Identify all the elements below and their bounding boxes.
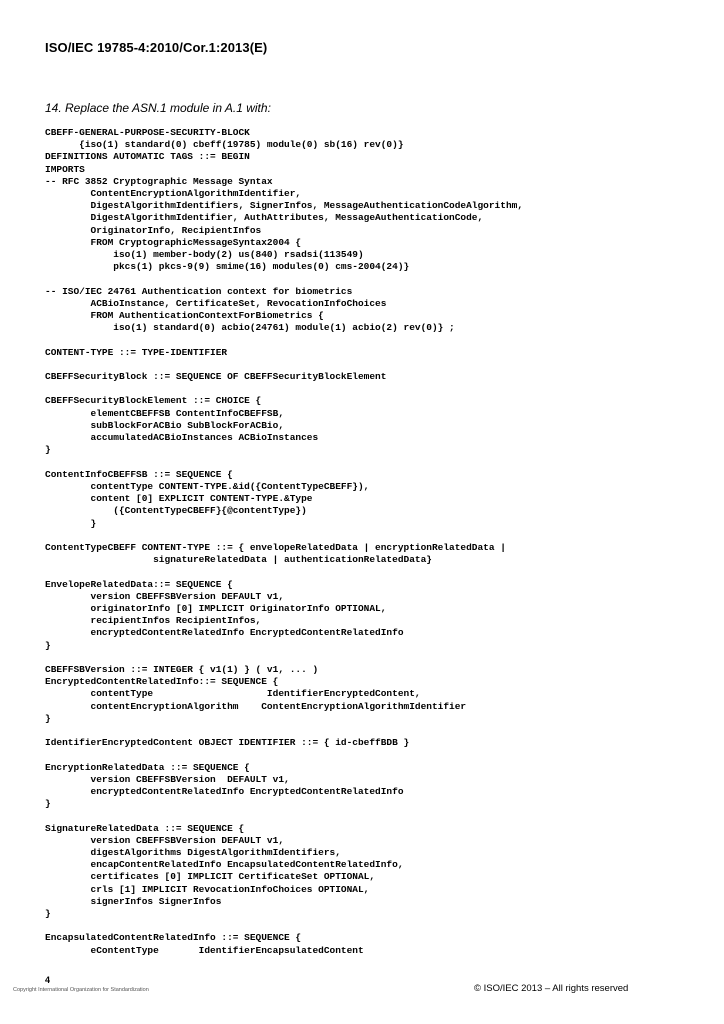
amendment-instruction: 14. Replace the ASN.1 module in A.1 with: [45,101,271,115]
copyright-notice-left: Copyright International Organization for Standardization [13,987,149,993]
document-header-title: ISO/IEC 19785-4:2010/Cor.1:2013(E) [45,40,268,55]
asn1-module-code: CBEFF-GENERAL-PURPOSE-SECURITY-BLOCK {iso(1) standard(0) cbeff(19785) module(0) sb(16) rev(0)} DEFINITIONS AUTOMATIC TAGS ::= BEGIN IMPORTS -- RFC 3852 Cryptographic Message Syntax ContentEncryptionAlgorithmIdentifier, DigestAlgorithmIdentifiers, SignerInfos, MessageAuthenticationCodeAlgorithm, DigestAlgorithmIdentifier, AuthAttributes, MessageAuthenticationCode, OriginatorInfo, RecipientInfos FROM CryptographicMessageSyntax2004 { iso(1) member-body(2) us(840) rsadsi(113549) pkcs(1) pkcs-9(9) smime(16) modules(0) cms-2004(24)} -- ISO/IEC 24761 Authentication context for biometrics ACBioInstance, CertificateSet, RevocationInfoChoices FROM AuthenticationContextForBiometrics { iso(1) standard(0) acbio(24761) module(1) acbio(2) rev(0)} ; CONTENT-TYPE ::= TYPE-IDENTIFIER CBEFFSecurityBlock ::= SEQUENCE OF CBEFFSecurityBlockElement CBEFFSecurityBlockElement ::= CHOICE { elementCBEFFSB ContentInfoCBEFFSB, subBlockForACBio SubBlockForACBio, accumulatedACBioInstances ACBioInstances } ContentInfoCBEFFSB ::= SEQUENCE { contentType CONTENT-TYPE.&id({ContentTypeCBEFF}), content [0] EXPLICIT CONTENT-TYPE.&Type ({ContentTypeCBEFF}{@contentType}) } ContentTypeCBEFF CONTENT-TYPE ::= { envelopeRelatedData | encryptionRelatedData | signatureRelatedData | authenticationRelatedData} EnvelopeRelatedData::= SEQUENCE { version CBEFFSBVersion DEFAULT v1, originatorInfo [0] IMPLICIT OriginatorInfo OPTIONAL, recipientInfos RecipientInfos, encryptedContentRelatedInfo EncryptedContentRelatedInfo } CBEFFSBVersion ::= INTEGER { v1(1) } ( v1, ... ) EncryptedContentRelatedInfo::= SEQUENCE { contentType IdentifierEncryptedContent, contentEncryptionAlgorithm ContentEncryptionAlgorithmIdentifier } IdentifierEncryptedContent OBJECT IDENTIFIER ::= { id-cbeffBDB } EncryptionRelatedData ::= SEQUENCE { version CBEFFSBVersion DEFAULT v1, encryptedContentRelatedInfo EncryptedContentRelatedInfo } SignatureRelatedData ::= SEQUENCE { version CBEFFSBVersion DEFAULT v1, digestAlgorithms DigestAlgorithmIdentifiers, encapContentRelatedInfo EncapsulatedContentRelatedInfo, certificates [0] IMPLICIT CertificateSet OPTIONAL, crls [1] IMPLICIT RevocationInfoChoices OPTIONAL, signerInfos SignerInfos } EncapsulatedContentRelatedInfo ::= SEQUENCE { eContentType IdentifierEncapsulatedContent [45,127,524,956]
page-number: 4 [45,975,51,985]
copyright-notice-right: © ISO/IEC 2013 – All rights reserved [474,983,629,994]
